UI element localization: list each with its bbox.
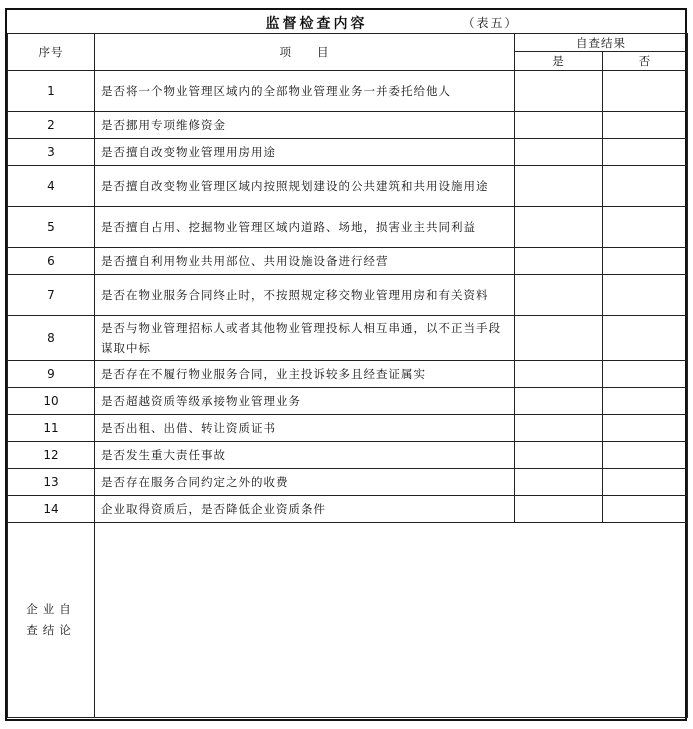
- result-no-cell[interactable]: [603, 316, 688, 361]
- table-number: （表五）: [462, 16, 519, 30]
- row-item-text: 是否将一个物业管理区域内的全部物业管理业务一并委托给他人: [95, 71, 515, 112]
- table-row: [8, 112, 688, 139]
- row-number: 9: [8, 361, 95, 388]
- result-yes-cell[interactable]: [515, 166, 603, 207]
- row-number: 12: [8, 442, 95, 469]
- row-item-text: 是否挪用专项维修资金: [95, 112, 515, 139]
- yes-header: 是: [515, 52, 603, 71]
- header-row: [8, 34, 688, 52]
- result-yes-cell[interactable]: [515, 275, 603, 316]
- result-no-cell[interactable]: [603, 112, 688, 139]
- row-number: 3: [8, 139, 95, 166]
- conclusion-label: [8, 523, 95, 718]
- result-yes-cell[interactable]: [515, 207, 603, 248]
- conclusion-field[interactable]: [95, 523, 688, 718]
- result-yes-cell[interactable]: [515, 469, 603, 496]
- title-row: [8, 10, 688, 34]
- result-no-cell[interactable]: [603, 361, 688, 388]
- row-item-text: 是否与物业管理招标人或者其他物业管理投标人相互串通，以不正当手段谋取中标: [95, 316, 515, 361]
- result-no-cell[interactable]: [603, 415, 688, 442]
- result-no-cell[interactable]: [603, 275, 688, 316]
- row-item-text: 是否擅自改变物业管理用房用途: [95, 139, 515, 166]
- conclusion-row: [8, 523, 688, 718]
- table-row: [8, 469, 688, 496]
- table-row: [8, 361, 688, 388]
- result-yes-cell[interactable]: [515, 496, 603, 523]
- row-number: 1: [8, 71, 95, 112]
- row-item-text: 是否发生重大责任事故: [95, 442, 515, 469]
- row-item-text: 是否在物业服务合同终止时，不按照规定移交物业管理用房和有关资料: [95, 275, 515, 316]
- result-no-cell[interactable]: [603, 388, 688, 415]
- result-yes-cell[interactable]: [515, 415, 603, 442]
- row-item-text: 企业取得资质后，是否降低企业资质条件: [95, 496, 515, 523]
- result-no-cell[interactable]: [603, 442, 688, 469]
- result-no-cell[interactable]: [603, 139, 688, 166]
- row-number: 11: [8, 415, 95, 442]
- row-item-text: 是否擅自占用、挖掘物业管理区域内道路、场地，损害业主共同利益: [95, 207, 515, 248]
- row-number: 5: [8, 207, 95, 248]
- conclusion-label-line2: 查结论: [26, 623, 76, 637]
- result-yes-cell[interactable]: [515, 71, 603, 112]
- inspection-form: [5, 8, 687, 721]
- result-yes-cell[interactable]: [515, 248, 603, 275]
- result-no-cell[interactable]: [603, 248, 688, 275]
- result-yes-cell[interactable]: [515, 388, 603, 415]
- result-yes-cell[interactable]: [515, 139, 603, 166]
- table-row: [8, 71, 688, 112]
- row-number: 14: [8, 496, 95, 523]
- no-header: 否: [603, 52, 688, 71]
- form-title: 监督检查内容: [265, 16, 368, 32]
- result-yes-cell[interactable]: [515, 361, 603, 388]
- result-no-cell[interactable]: [603, 71, 688, 112]
- row-number: 10: [8, 388, 95, 415]
- table-row: [8, 496, 688, 523]
- table-row: [8, 139, 688, 166]
- row-number: 4: [8, 166, 95, 207]
- row-item-text: 是否出租、出借、转让资质证书: [95, 415, 515, 442]
- row-number: 7: [8, 275, 95, 316]
- result-header: 自查结果: [515, 34, 688, 52]
- row-number: 8: [8, 316, 95, 361]
- table-row: [8, 388, 688, 415]
- table-row: [8, 207, 688, 248]
- row-item-text: 是否超越资质等级承接物业管理业务: [95, 388, 515, 415]
- result-no-cell[interactable]: [603, 469, 688, 496]
- result-yes-cell[interactable]: [515, 442, 603, 469]
- result-no-cell[interactable]: [603, 166, 688, 207]
- table-row: [8, 415, 688, 442]
- seq-header: 序号: [8, 34, 95, 71]
- conclusion-label-line1: 企业自: [26, 602, 76, 616]
- table-row: [8, 316, 688, 361]
- table-row: [8, 275, 688, 316]
- row-item-text: 是否擅自利用物业共用部位、共用设施设备进行经营: [95, 248, 515, 275]
- result-no-cell[interactable]: [603, 207, 688, 248]
- table-row: [8, 442, 688, 469]
- row-item-text: 是否擅自改变物业管理区域内按照规划建设的公共建筑和共用设施用途: [95, 166, 515, 207]
- result-yes-cell[interactable]: [515, 316, 603, 361]
- item-header: 项 目: [95, 34, 515, 71]
- row-number: 2: [8, 112, 95, 139]
- row-item-text: 是否存在服务合同约定之外的收费: [95, 469, 515, 496]
- result-yes-cell[interactable]: [515, 112, 603, 139]
- table-row: [8, 166, 688, 207]
- inspection-table: [7, 10, 688, 718]
- row-number: 6: [8, 248, 95, 275]
- row-item-text: 是否存在不履行物业服务合同，业主投诉较多且经查证属实: [95, 361, 515, 388]
- result-no-cell[interactable]: [603, 496, 688, 523]
- table-row: [8, 248, 688, 275]
- row-number: 13: [8, 469, 95, 496]
